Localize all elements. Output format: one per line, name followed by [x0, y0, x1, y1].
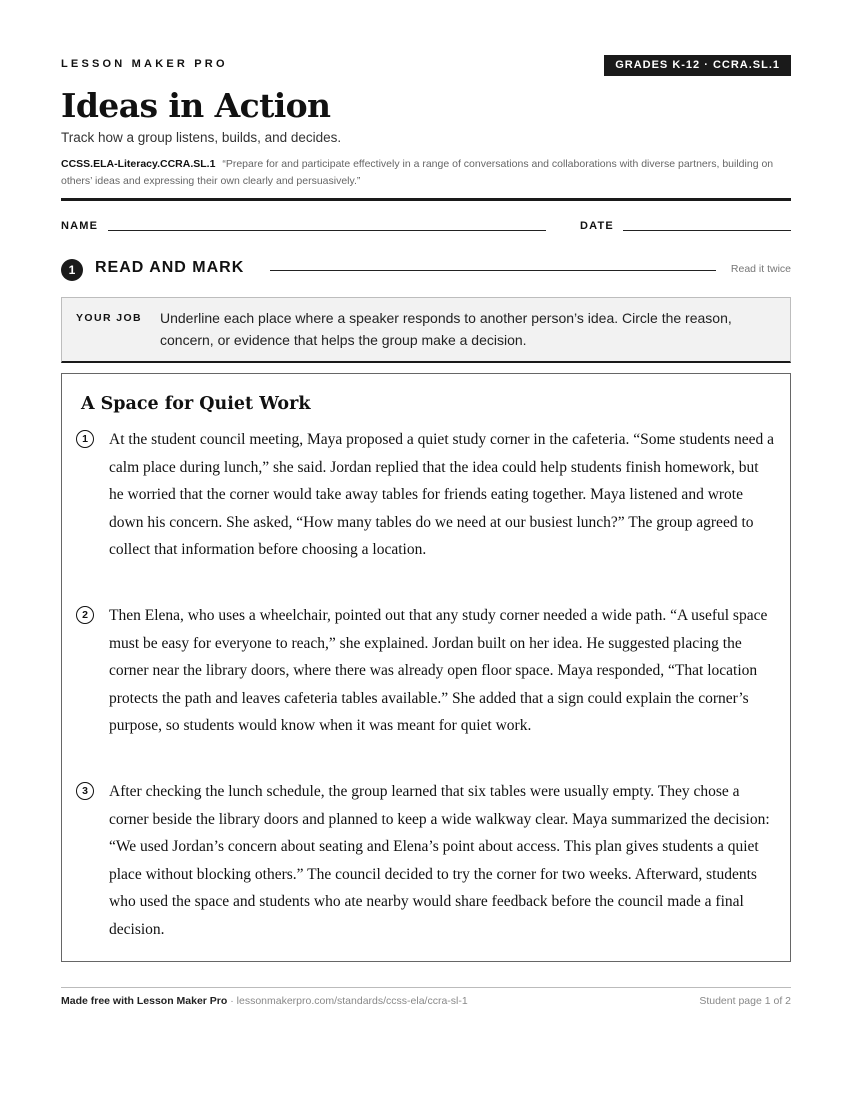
footer-credit — [61, 995, 468, 1007]
page-title: Ideas in Action — [61, 86, 331, 125]
header-divider — [61, 198, 791, 201]
section-title: READ AND MARK — [95, 259, 245, 276]
passage-paragraph: After checking the lunch schedule, the group learned that six tables were usually empty. They chose a corner beside the library doors and planned to keep a wide walkway clear. Maya summarized the decision: “We used Jordan’s concern about seating and Elena’s point about access. This plan gives students a quiet place without blocking others.” The council decided to try the corner for two weeks. Afterward, students who used the space and students who ate nearby would share feedback before the council made a final decision. — [109, 783, 770, 938]
page-subtitle: Track how a group listens, builds, and decides. — [61, 130, 342, 145]
paragraph-number: 3 — [76, 782, 94, 800]
date-label: DATE — [580, 220, 614, 232]
passage-title: A Space for Quiet Work — [81, 394, 311, 414]
paragraph-number: 2 — [76, 606, 94, 624]
paragraph-number: 1 — [76, 430, 94, 448]
grade-badge: GRADES K-12 · CCRA.SL.1 — [604, 55, 791, 76]
name-line[interactable] — [108, 230, 546, 231]
footer-page-number: Student page 1 of 2 — [699, 995, 791, 1007]
your-job-label: YOUR JOB — [76, 312, 143, 324]
standard-code: CCSS.ELA-Literacy.CCRA.SL.1 — [61, 158, 216, 170]
footer-divider — [61, 987, 791, 988]
passage-paragraph: Then Elena, who uses a wheelchair, pointed out that any study corner needed a wide path. “A useful space must be easy for everyone to reach,” she explained. Jordan built on her idea. He suggested placing the corner near the library doors, where there was already open floor space. Maya responded, “That location protects the path and leaves cafeteria tables available.” She added that a sign could explain the corner’s purpose, so students would know when it was meant for quiet work. — [109, 607, 768, 735]
your-job-box — [61, 297, 791, 363]
section-rule — [270, 270, 716, 271]
your-job-text: Underline each place where a speaker responds to another person’s idea. Circle the reason, concern, or evidence that helps the group make a decision. — [160, 310, 732, 348]
standard-text: “Prepare for and participate effectively in a range of conversations and collaborations with diverse partners, building on others’ ideas and expressing their own clearly and persuasively.” — [61, 158, 774, 187]
reading-passage — [61, 373, 791, 962]
section-header — [61, 257, 791, 281]
date-line[interactable] — [623, 230, 791, 231]
standard-statement — [61, 156, 791, 190]
brand-name: LESSON MAKER PRO — [61, 58, 228, 70]
footer-made-with: Made free with Lesson Maker Pro — [61, 995, 228, 1007]
footer-url[interactable]: · lessonmakerpro.com/standards/ccss-ela/ccra-sl-1 — [227, 995, 468, 1007]
name-label: NAME — [61, 220, 99, 232]
section-note: Read it twice — [730, 263, 791, 275]
passage-paragraph: At the student council meeting, Maya proposed a quiet study corner in the cafeteria. “Some students need a calm place during lunch,” she said. Jordan replied that the idea could help students finish homework, but he worried that the corner would take away tables for friends eating together. Maya listened and wrote down his concern. She asked, “How many tables do we need at our busiest lunch?” The group agreed to collect that information before choosing a location. — [109, 431, 775, 559]
step-number-badge: 1 — [61, 259, 83, 281]
